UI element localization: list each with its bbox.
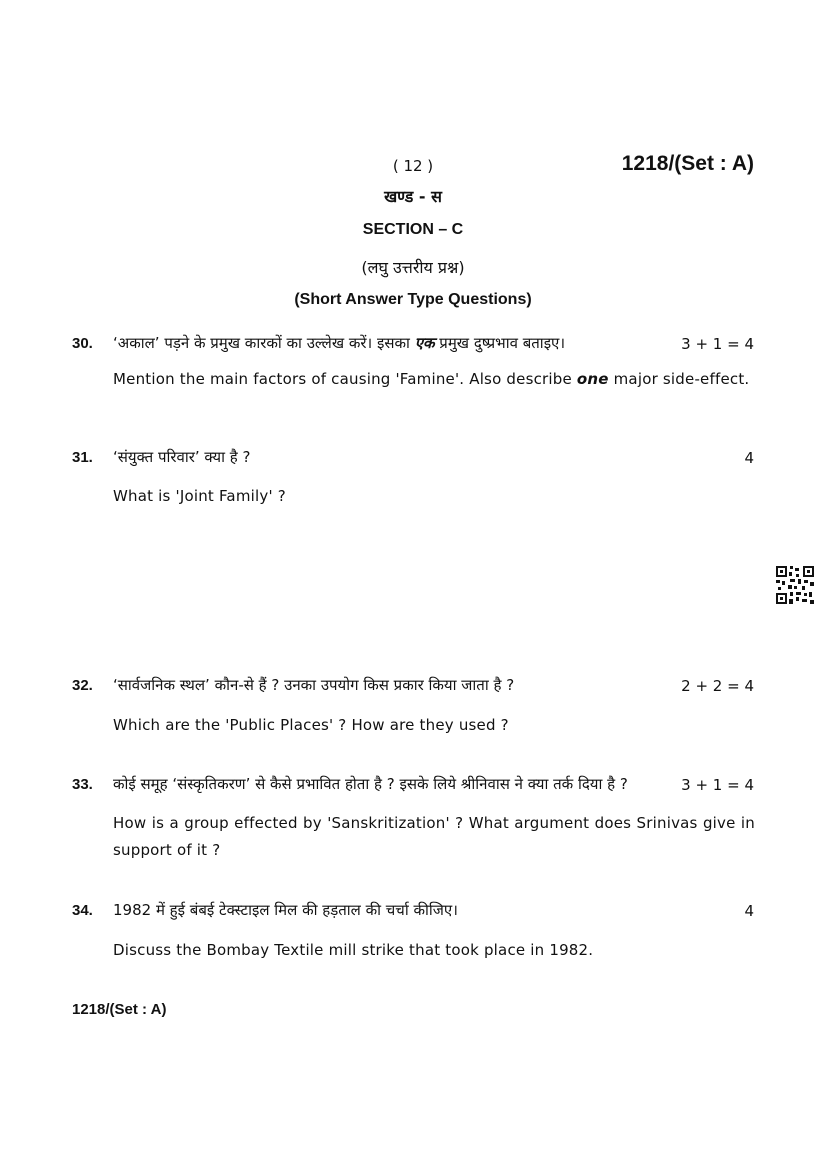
question-marks: 4 — [744, 902, 754, 920]
page-number: ( 12 ) — [392, 157, 434, 175]
question-text-hindi: ‘सार्वजनिक स्थल’ कौन-से हैं ? उनका उपयोग किस प्रकार किया जाता है ? — [113, 676, 515, 694]
question-text-hindi: 1982 में हुई बंबई टेक्स्टाइल मिल की हड़ताल की चर्चा कीजिए। — [113, 901, 458, 919]
question-text-hindi: ‘संयुक्त परिवार’ क्या है ? — [113, 448, 251, 466]
question-marks: 4 — [744, 449, 754, 467]
section-subtitle-english: (Short Answer Type Questions) — [294, 291, 532, 308]
section-subtitle-hindi: (लघु उत्तरीय प्रश्न) — [361, 258, 465, 277]
qr-code-icon — [776, 566, 814, 604]
question-text-english: Mention the main factors of causing 'Famine'. Also describe one major side-effect. — [113, 370, 750, 388]
question-text-english: Which are the 'Public Places' ? How are they used ? — [113, 716, 509, 734]
question-text-english: Discuss the Bombay Textile mill strike that took place in 1982. — [113, 941, 594, 959]
question-number: 33. — [72, 776, 93, 793]
question-text-hindi: कोई समूह ‘संस्कृतिकरण’ से कैसे प्रभावित होता है ? इसके लिये श्रीनिवास ने क्या तर्क दिया है ? — [113, 775, 628, 793]
question-number: 30. — [72, 335, 93, 352]
section-title-english: SECTION – C — [362, 221, 464, 238]
question-text-hindi: ‘अकाल’ पड़ने के प्रमुख कारकों का उल्लेख करें। इसका एक प्रमुख दुष्प्रभाव बताइए। — [113, 334, 566, 352]
question-number: 34. — [72, 902, 93, 919]
question-number: 32. — [72, 677, 93, 694]
question-marks: 3 + 1 = 4 — [681, 335, 754, 353]
question-marks: 3 + 1 = 4 — [681, 776, 754, 794]
question-marks: 2 + 2 = 4 — [681, 677, 754, 695]
question-number: 31. — [72, 449, 93, 466]
question-text-english: How is a group effected by 'Sanskritization' ? What argument does Srinivas give in support of it ? — [113, 814, 755, 859]
paper-code-header: 1218/(Set : A) — [621, 152, 754, 175]
question-text-english: What is 'Joint Family' ? — [113, 487, 286, 505]
section-title-hindi: खण्ड - स — [384, 187, 442, 206]
paper-code-footer: 1218/(Set : A) — [72, 1001, 167, 1018]
